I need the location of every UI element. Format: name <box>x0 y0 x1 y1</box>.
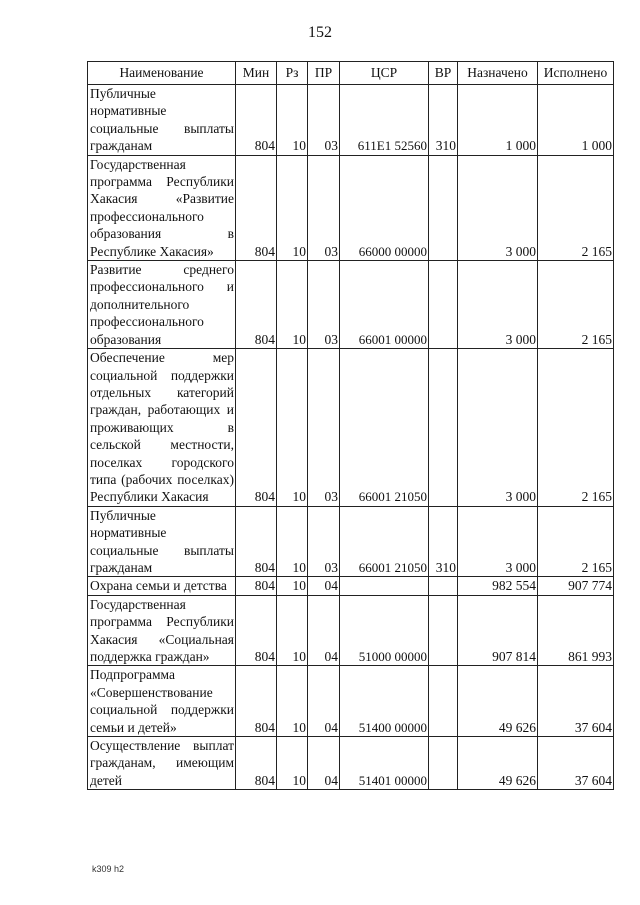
row-executed: 2 165 <box>538 506 614 577</box>
row-min: 804 <box>236 595 277 666</box>
row-rz: 10 <box>277 85 308 156</box>
footer-code: k309 h2 <box>92 864 125 874</box>
table-row <box>88 737 614 790</box>
row-name: Публичные нормативные социальные выплаты гражданам <box>88 85 236 156</box>
row-pr: 04 <box>308 666 340 737</box>
row-rz: 10 <box>277 261 308 349</box>
row-name: Государственная программа Республики Хакасия «Социальная поддержка граждан» <box>88 595 236 666</box>
row-vr <box>429 595 458 666</box>
header-rz: Рз <box>277 62 308 85</box>
row-name: Подпрограмма «Совершенствование социальной поддержки семьи и детей» <box>88 666 236 737</box>
table-row <box>88 349 614 507</box>
row-csr: 66001 21050 <box>340 506 429 577</box>
row-rz: 10 <box>277 349 308 507</box>
row-executed: 2 165 <box>538 349 614 507</box>
row-name: Государственная программа Республики Хакасия «Развитие профессионального образования в Республике Хакасия» <box>88 155 236 260</box>
row-csr: 66001 00000 <box>340 261 429 349</box>
row-csr <box>340 577 429 595</box>
row-assigned: 3 000 <box>458 261 538 349</box>
row-min: 804 <box>236 577 277 595</box>
table-row <box>88 595 614 666</box>
row-pr: 04 <box>308 595 340 666</box>
row-name: Охрана семьи и детства <box>88 577 236 595</box>
row-min: 804 <box>236 155 277 260</box>
row-rz: 10 <box>277 666 308 737</box>
header-min: Мин <box>236 62 277 85</box>
row-assigned: 3 000 <box>458 506 538 577</box>
row-csr: 51401 00000 <box>340 737 429 790</box>
row-executed: 861 993 <box>538 595 614 666</box>
row-csr: 66001 21050 <box>340 349 429 507</box>
row-vr <box>429 261 458 349</box>
row-rz: 10 <box>277 577 308 595</box>
row-assigned: 982 554 <box>458 577 538 595</box>
row-executed: 907 774 <box>538 577 614 595</box>
row-pr: 03 <box>308 506 340 577</box>
row-min: 804 <box>236 506 277 577</box>
row-pr: 04 <box>308 737 340 790</box>
header-assigned: Назначено <box>458 62 538 85</box>
table-header-row <box>88 62 614 85</box>
row-assigned: 3 000 <box>458 349 538 507</box>
page-number: 152 <box>308 24 332 41</box>
row-min: 804 <box>236 85 277 156</box>
row-assigned: 3 000 <box>458 155 538 260</box>
row-pr: 03 <box>308 349 340 507</box>
row-executed: 2 165 <box>538 155 614 260</box>
row-name: Развитие среднего профессионального и дополнительного профессионального образования <box>88 261 236 349</box>
table-row <box>88 261 614 349</box>
row-csr: 611E1 52560 <box>340 85 429 156</box>
row-name: Осуществление выплат гражданам, имеющим детей <box>88 737 236 790</box>
row-rz: 10 <box>277 737 308 790</box>
table-row <box>88 577 614 595</box>
row-vr: 310 <box>429 85 458 156</box>
row-rz: 10 <box>277 506 308 577</box>
row-assigned: 1 000 <box>458 85 538 156</box>
row-pr: 03 <box>308 261 340 349</box>
row-executed: 2 165 <box>538 261 614 349</box>
row-csr: 51000 00000 <box>340 595 429 666</box>
row-executed: 1 000 <box>538 85 614 156</box>
table-row <box>88 85 614 156</box>
table-row <box>88 155 614 260</box>
header-vr: ВР <box>429 62 458 85</box>
row-pr: 03 <box>308 155 340 260</box>
row-rz: 10 <box>277 595 308 666</box>
row-name: Публичные нормативные социальные выплаты гражданам <box>88 506 236 577</box>
header-pr: ПР <box>308 62 340 85</box>
row-min: 804 <box>236 666 277 737</box>
header-executed: Исполнено <box>538 62 614 85</box>
row-csr: 51400 00000 <box>340 666 429 737</box>
row-vr: 310 <box>429 506 458 577</box>
row-pr: 03 <box>308 85 340 156</box>
row-executed: 37 604 <box>538 666 614 737</box>
row-name: Обеспечение мер социальной поддержки отдельных категорий граждан, работающих и проживающих в сельской местности, поселках городского типа (рабочих поселках) Республики Хакасия <box>88 349 236 507</box>
row-assigned: 49 626 <box>458 666 538 737</box>
table-row <box>88 506 614 577</box>
row-rz: 10 <box>277 155 308 260</box>
row-csr: 66000 00000 <box>340 155 429 260</box>
table-row <box>88 666 614 737</box>
row-pr: 04 <box>308 577 340 595</box>
row-assigned: 49 626 <box>458 737 538 790</box>
row-vr <box>429 577 458 595</box>
header-name: Наименование <box>88 62 236 85</box>
row-assigned: 907 814 <box>458 595 538 666</box>
row-vr <box>429 155 458 260</box>
row-vr <box>429 349 458 507</box>
header-csr: ЦСР <box>340 62 429 85</box>
row-min: 804 <box>236 737 277 790</box>
row-vr <box>429 737 458 790</box>
row-min: 804 <box>236 349 277 507</box>
row-executed: 37 604 <box>538 737 614 790</box>
budget-table <box>87 61 614 790</box>
row-min: 804 <box>236 261 277 349</box>
row-vr <box>429 666 458 737</box>
